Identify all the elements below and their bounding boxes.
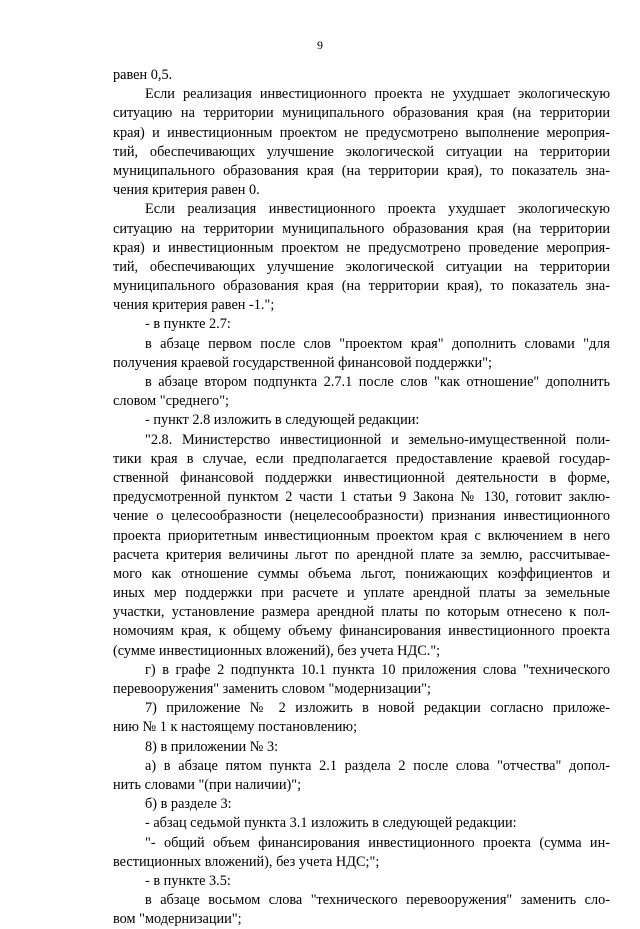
text-line: (сумме инвестиционных вложений), без учета НДС."; [113, 642, 441, 659]
text-line: - в пункте 2.7: [145, 316, 231, 333]
text-line: иных мер поддержки при расчете и уплате арендной платы за земельные [113, 585, 610, 602]
text-line: равен 0,5. [113, 67, 173, 83]
text-line: получения краевой государственной финансовой поддержки"; [113, 354, 492, 371]
text-line: чения критерия равен 0. [113, 182, 260, 199]
text-line: муниципального образования края (на территории края), то показатель зна- [113, 162, 610, 179]
text-line: в абзаце втором подпункта 2.7.1 после слов "как отношение" дополнить [145, 374, 610, 390]
text-line: нить словами "(при наличии)"; [113, 776, 302, 793]
text-line: вестиционных вложений), без учета НДС;"; [113, 853, 380, 870]
text-line: ситуацию на территории муниципального образования края (на территории [113, 220, 610, 237]
text-line: номочиям края, к общему объему финансирования инвестиционного проекта [113, 623, 610, 640]
text-line: 8) в приложении № 3: [145, 738, 279, 755]
text-line: мого как отношение суммы объема льгот, понижающих коэффициентов и [113, 565, 610, 582]
text-line: - пункт 2.8 изложить в следующей редакции: [145, 412, 420, 429]
text-line: словом "среднего"; [113, 393, 230, 410]
text-line: расчета критерия величины льгот по арендной плате за землю, рассчитывае- [113, 546, 610, 563]
text-line: "- общий объем финансирования инвестиционного проекта (сумма ин- [145, 834, 610, 851]
text-line: ситуацию на территории муниципального образования края (на территории [113, 105, 610, 122]
text-line: перевооружения" заменить словом "модернизации"; [113, 681, 431, 697]
text-line: края) и инвестиционным проектом не предусмотрено проведение мероприя- [113, 239, 610, 256]
text-line: нию № 1 к настоящему постановлению; [113, 719, 358, 736]
text-line: а) в абзаце пятом пункта 2.1 раздела 2 после слова "отчества" допол- [145, 757, 610, 774]
text-line: - абзац седьмой пункта 3.1 изложить в следующей редакции: [145, 815, 517, 832]
text-line: 7) приложение № 2 изложить в новой редакции согласно приложе- [145, 700, 610, 717]
text-line: ственной финансовой поддержки инвестиционной деятельности в форме, [113, 469, 610, 486]
document-body [113, 66, 610, 929]
text-line: предусмотренной пунктом 2 части 1 статьи 9 Закона № 130, готовит заклю- [113, 489, 610, 506]
text-line: участки, установление размера арендной платы по которым отнесено к пол- [113, 604, 610, 621]
text-line: тий, обеспечивающих улучшение экологической ситуации на территории [113, 143, 610, 160]
text-line: г) в графе 2 подпункта 10.1 пункта 10 приложения слова "технического [145, 661, 610, 678]
text-line: тий, обеспечивающих улучшение экологической ситуации на территории [113, 258, 610, 275]
page-number: 9 [317, 38, 323, 52]
text-line: тики края в случае, если предполагается предоставление краевой государ- [113, 450, 610, 467]
text-line: вом "модернизации"; [113, 911, 242, 928]
text-line: чения критерия равен -1."; [113, 297, 275, 314]
text-line: - в пункте 3.5: [145, 872, 231, 889]
text-line: в абзаце восьмом слова "технического перевооружения" заменить сло- [145, 892, 610, 909]
text-line: чение о целесообразности (нецелесообразности) признания инвестиционного [113, 508, 610, 525]
text-line: "2.8. Министерство инвестиционной и земельно-имущественной поли- [145, 431, 610, 448]
text-line: муниципального образования края (на территории края), то показатель зна- [113, 278, 610, 295]
text-line: проекта приоритетным инвестиционным проектом края с включением в него [113, 527, 610, 544]
text-line: б) в разделе 3: [145, 796, 232, 813]
text-line: Если реализация инвестиционного проекта ухудшает экологическую [145, 201, 610, 218]
text-line: края) и инвестиционным проектом не предусмотрено выполнение мероприя- [113, 124, 610, 141]
text-line: Если реализация инвестиционного проекта не ухудшает экологическую [145, 86, 610, 103]
text-line: в абзаце первом после слов "проектом края" дополнить словами "для [145, 335, 610, 352]
